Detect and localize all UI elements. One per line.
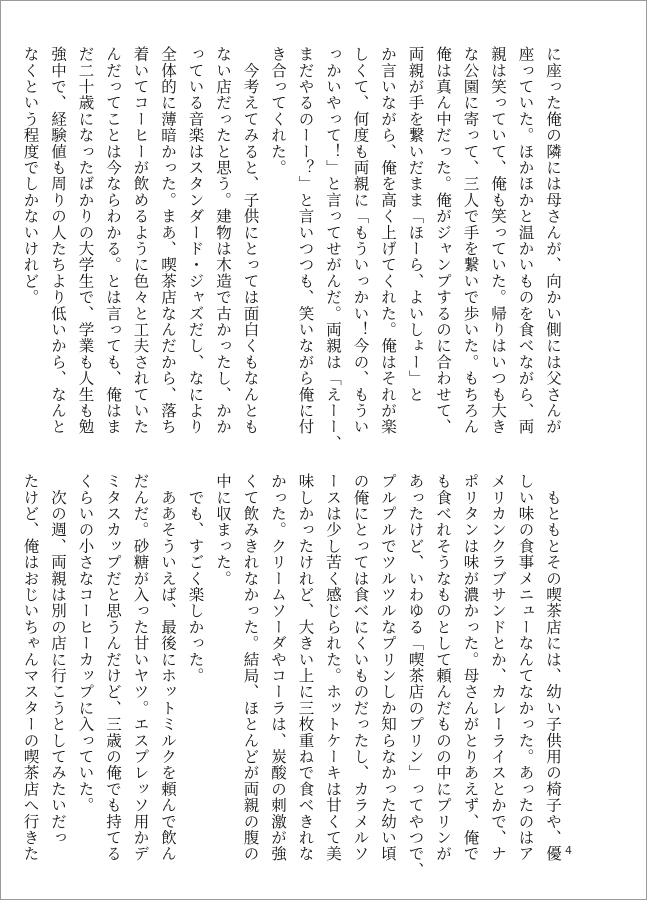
text-line: ミタスカップだと思うんだけど、三歳の俺でも持てる (104, 473, 122, 862)
text-line: っている音楽はスタンダード・ジャズだし、なにより (186, 46, 205, 435)
text-line: 親は笑っていて、俺も笑っていた。帰りはいつも大き (489, 46, 507, 435)
text-line: 強中で、経験値も周りの人たちより低いから、なんと (49, 46, 67, 435)
text-line: くらいの小さなコーヒーカップに入っていた。 (76, 473, 95, 814)
text-line: ースは少し苦く感じられた。ホットケーキは甘くて美 (324, 473, 342, 862)
text-line: たけど、俺はおじいちゃんマスターの喫茶店へ行きた (21, 473, 40, 862)
text-line: ああそういえば、最後にホットミルクを頼んで飲ん (159, 473, 177, 862)
text-line: なくという程度でしかないけれど。 (21, 46, 40, 306)
text-line: もともとその喫茶店には、幼い子供用の椅子や、優 (544, 473, 562, 862)
bottom-text-block (16, 473, 566, 878)
text-line: だんだ。砂糖が入った甘いヤツ。エスプレッソ用かデ (131, 473, 150, 862)
text-line: の俺にとっては食べにくいものだったし、カラメルソ (351, 473, 370, 862)
text-line: な公園に寄って、三人で手を繋いで歩いた。もちろん (461, 46, 480, 435)
page-number: 4 (565, 844, 572, 857)
text-line: っかいやって！」と言ってせがんだ。両親は「えーー、 (324, 46, 342, 451)
text-line: ない店だったと思う。建物は木造で古かったし、かか (214, 46, 232, 435)
text-line: あったけど、いわゆる「喫茶店のプリン」ってやつで、 (406, 473, 425, 878)
text-line: かった。クリームソーダやコーラは、炭酸の刺激が強 (269, 473, 287, 862)
text-line: 中に収まった。 (214, 473, 232, 587)
text-line: ポリタンは味が濃かった。母さんがとりあえず、俺で (461, 473, 480, 862)
text-line: 今考えてみると、子供にとっては面白くもなんとも (241, 46, 260, 435)
text-line: き合ってくれた。 (269, 46, 287, 176)
text-line: だ二十歳になったばかりの大学生で、学業も人生も勉 (76, 46, 95, 435)
text-line: 次の週、両親は別の店に行こうとしてみたいだっ (49, 473, 67, 846)
text-line: しくて、何度も両親に「もういっかい！今の、もうい (351, 46, 370, 435)
text-line: くて飲みきれなかった。結局、ほとんどが両親の腹の (241, 473, 260, 862)
text-line: 両親が手を繋いだまま「ほーら、よいしょー」と (406, 46, 425, 403)
text-line: 味しかったけれど、大きい上に三枚重ねで食べきれな (296, 473, 315, 862)
text-line: 座っていた。ほかほかと温かいものを食べながら、両 (516, 46, 535, 435)
text-line: しい味の食事メニューなんてなかった。あったのはア (516, 473, 535, 862)
text-line: も食べれそうなものとして頼んだものの中にプリンが (434, 473, 452, 862)
text-line: プルプルでツルツルなプリンしか知らなかった幼い頃 (379, 473, 397, 862)
text-line: メリカンクラブサンドとか、カレーライスとかで、ナ (489, 473, 507, 862)
text-line: まだやるのーー？」と言いつつも、笑いながら俺に付 (296, 46, 315, 435)
text-line: に座った俺の隣には母さんが、向かい側には父さんが (544, 46, 562, 435)
text-line: んだってことは今ならわかる。とは言っても、俺はま (104, 46, 122, 435)
top-text-block (16, 46, 566, 451)
text-line: 俺は真ん中だった。俺がジャンプするのに合わせて、 (434, 46, 452, 435)
text-line: か言いながら、俺を高く上げてくれた。俺はそれが楽 (379, 46, 397, 435)
text-line: 着いてコーヒーが飲めるように色々と工夫されていた (131, 46, 150, 435)
text-line: 全体的に薄暗かった。まあ、喫茶店なんだから、落ち (159, 46, 177, 435)
text-line: でも、すごく楽しかった。 (186, 473, 205, 684)
